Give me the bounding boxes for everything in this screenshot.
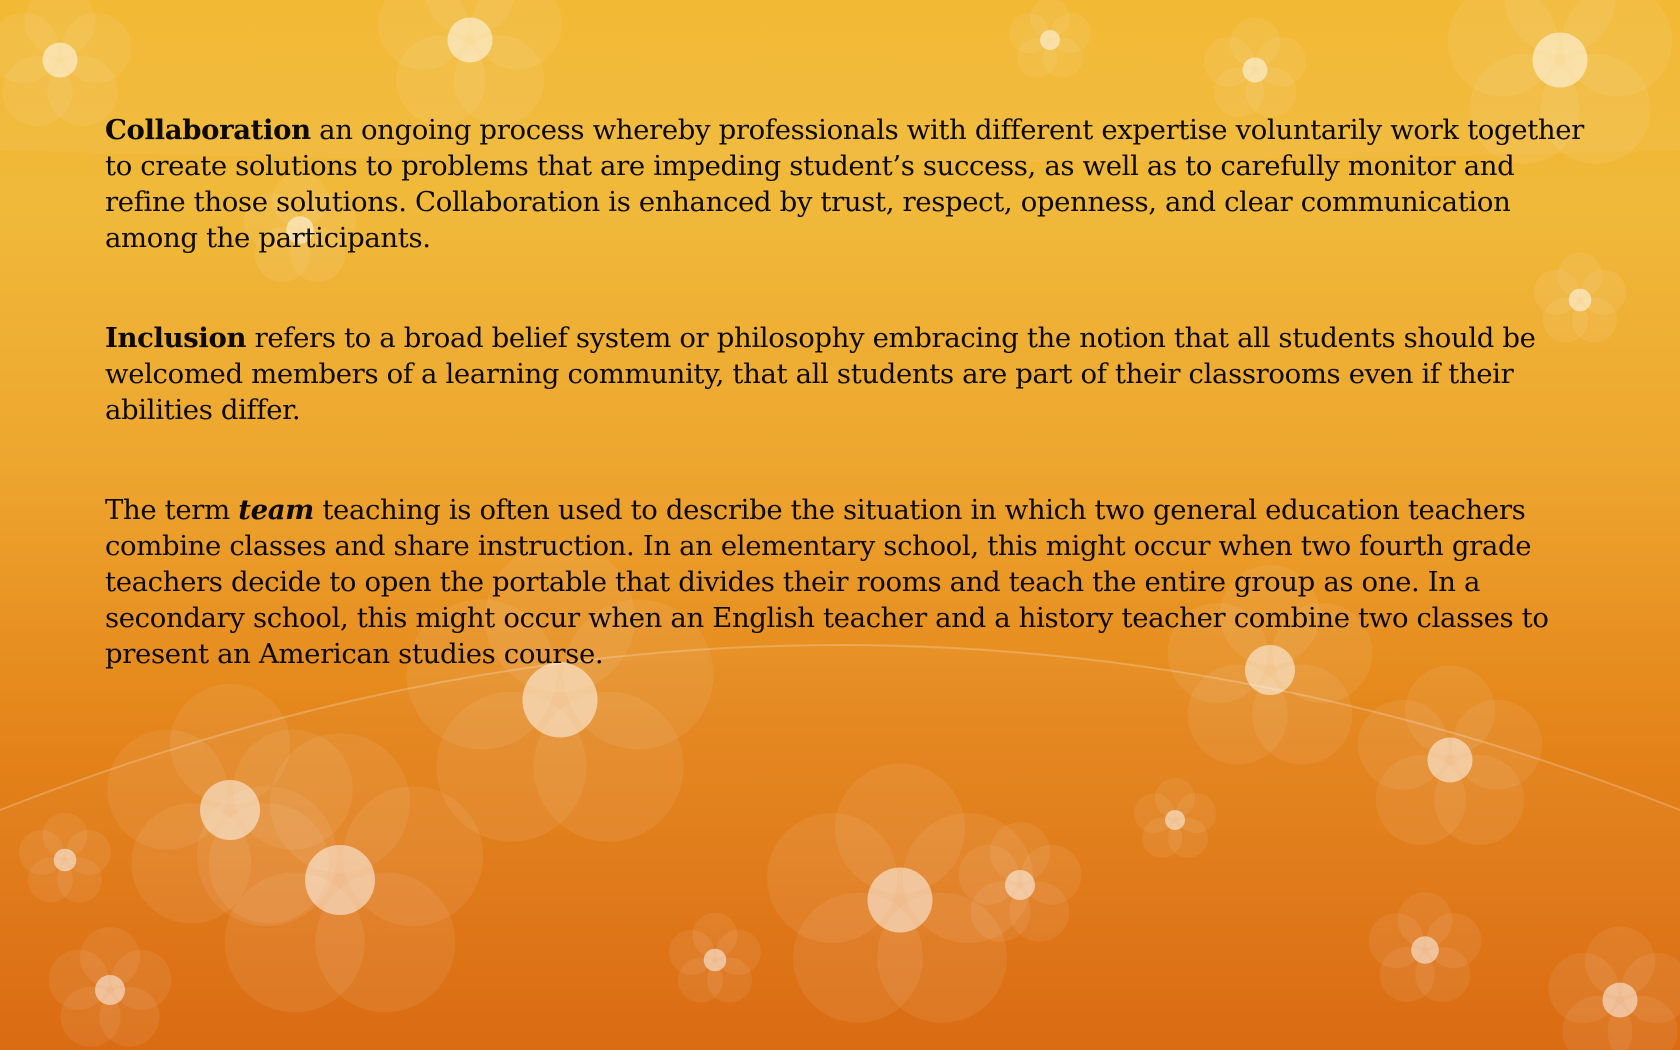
slide-content (105, 112, 1585, 672)
flower-shape (1358, 666, 1542, 846)
flower-shape (0, 0, 132, 126)
flower-shape (378, 0, 562, 125)
team-teaching-text: teaching is often used to describe the situation in which two general education teachers combine classes and share instruction. In an elementary school, this might occur when two fourth grade teachers decide to open the portable that divides their rooms and teach the entire group as one. In a secondary school, this might occur when an English teacher and a history teacher combine two classes to present an American studies course. (105, 494, 1549, 670)
collaboration-text: an ongoing process whereby professionals with different expertise voluntarily work together to create solutions to problems that are impeding student’s success, as well as to carefully monitor and refine those solutions. Collaboration is enhanced by trust, respect, openness, and clear communication among the participants. (105, 114, 1584, 254)
term-team: team (238, 494, 314, 526)
term-inclusion: Inclusion (105, 322, 247, 354)
team-prefix: The term (105, 494, 239, 526)
inclusion-definition (105, 320, 1585, 428)
team-teaching-definition (105, 492, 1585, 672)
inclusion-text: refers to a broad belief system or philosophy embracing the notion that all students should be welcomed members of a learning community, that all students are part of their classrooms even if their abilities differ. (105, 322, 1536, 426)
collaboration-definition (105, 112, 1585, 256)
term-collaboration: Collaboration (105, 114, 311, 146)
